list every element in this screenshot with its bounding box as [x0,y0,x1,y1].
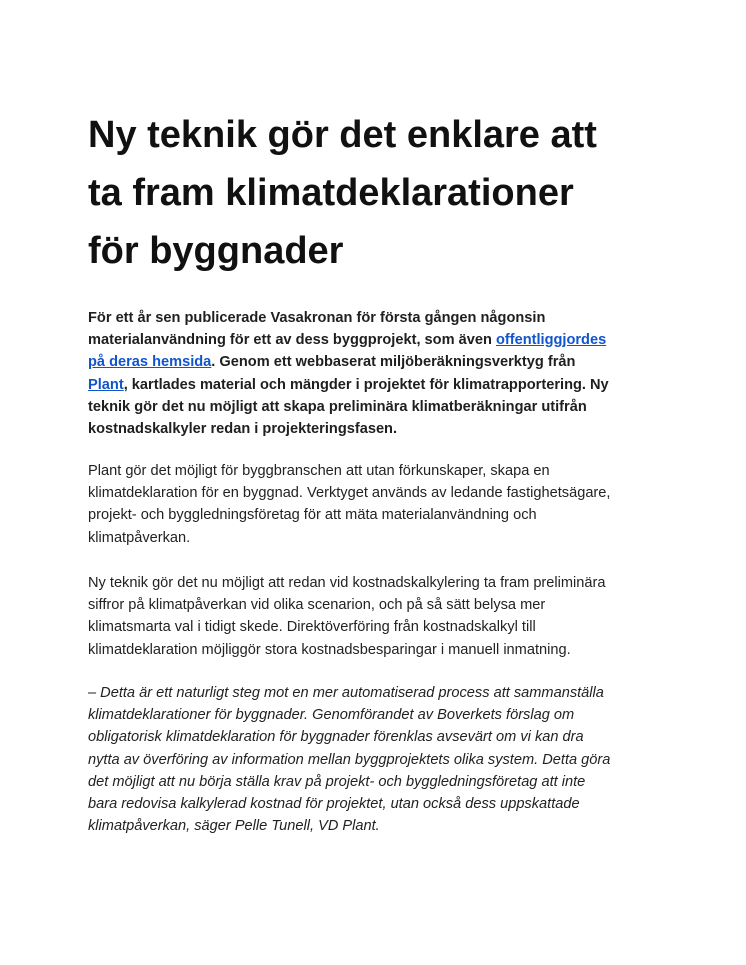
quote-line: obligatorisk klimatdeklaration för byggnader förenklas avsevärt om vi kan dra [88,729,584,746]
lead-paragraph [88,307,663,440]
vasakronan-link[interactable]: offentliggjordes [495,332,607,349]
quote-line: bara redovisa kalkylerad kostnad för projektet, utan också dess uppskattade [88,796,580,813]
lead-text: materialanvändning för ett av dess byggprojekt, som även [88,332,496,349]
paragraph-line: projekt- och byggledningsföretag för att mäta materialanvändning och [88,507,537,524]
page-title [88,106,663,280]
lead-line [88,351,663,373]
paragraph-line: Plant gör det möjligt för byggbranschen att utan förkunskaper, skapa en [88,463,550,479]
vasakronan-link-continued[interactable]: på deras hemsida [88,354,212,371]
lead-text: , kartlades material och mängder i projektet för klimatrapportering. Ny [123,376,609,393]
paragraph-line: klimatsmarta val i tidigt skede. Direktöverföring från kostnadskalkyl till [88,619,536,636]
title-line-2: ta fram klimatdeklarationer [88,172,574,214]
lead-line: teknik gör det nu möjligt att skapa preliminära klimatberäkningar utifrån [88,398,587,415]
lead-text: . Genom ett webbaserat miljöberäkningsverktyg från [211,354,576,371]
lead-line: För ett år sen publicerade Vasakronan för första gången någonsin [88,310,546,326]
title-line-3: för byggnader [88,230,344,272]
lead-line [88,374,663,396]
quote-line: – Detta är ett naturligt steg mot en mer automatiserad process att sammanställa [88,685,604,701]
title-line-1: Ny teknik gör det enklare att [88,114,597,156]
quote-line: nytta av överföring av information mellan byggprojektets olika system. Detta göra [88,751,611,768]
paragraph-line: Ny teknik gör det nu möjligt att redan vid kostnadskalkylering ta fram preliminära [88,575,606,591]
body-paragraph-1 [88,460,663,549]
paragraph-line: klimatpåverkan. [88,529,191,546]
body-paragraph-2 [88,572,663,661]
paragraph-line: klimatdeklaration möjliggör stora kostnadsbesparingar i manuell inmatning. [88,641,571,658]
lead-line: kostnadskalkyler redan i projekteringsfasen. [88,421,398,438]
quote-paragraph [88,682,663,837]
quote-line: klimatdeklarationer för byggnader. Genomförandet av Boverkets förslag om [88,707,575,724]
quote-line: klimatpåverkan, säger Pelle Tunell, VD Plant. [88,818,380,835]
quote-line: det möjligt att nu börja ställa krav på projekt- och byggledningsföretag att inte [88,773,586,790]
lead-line [88,329,663,351]
paragraph-line: klimatdeklaration för en byggnad. Verktyget används av ledande fastighetsägare, [88,485,611,502]
paragraph-line: siffror på klimatpåverkan vid olika scenarion, och på så sätt belysa mer [88,597,546,614]
plant-link[interactable]: Plant [88,376,124,393]
